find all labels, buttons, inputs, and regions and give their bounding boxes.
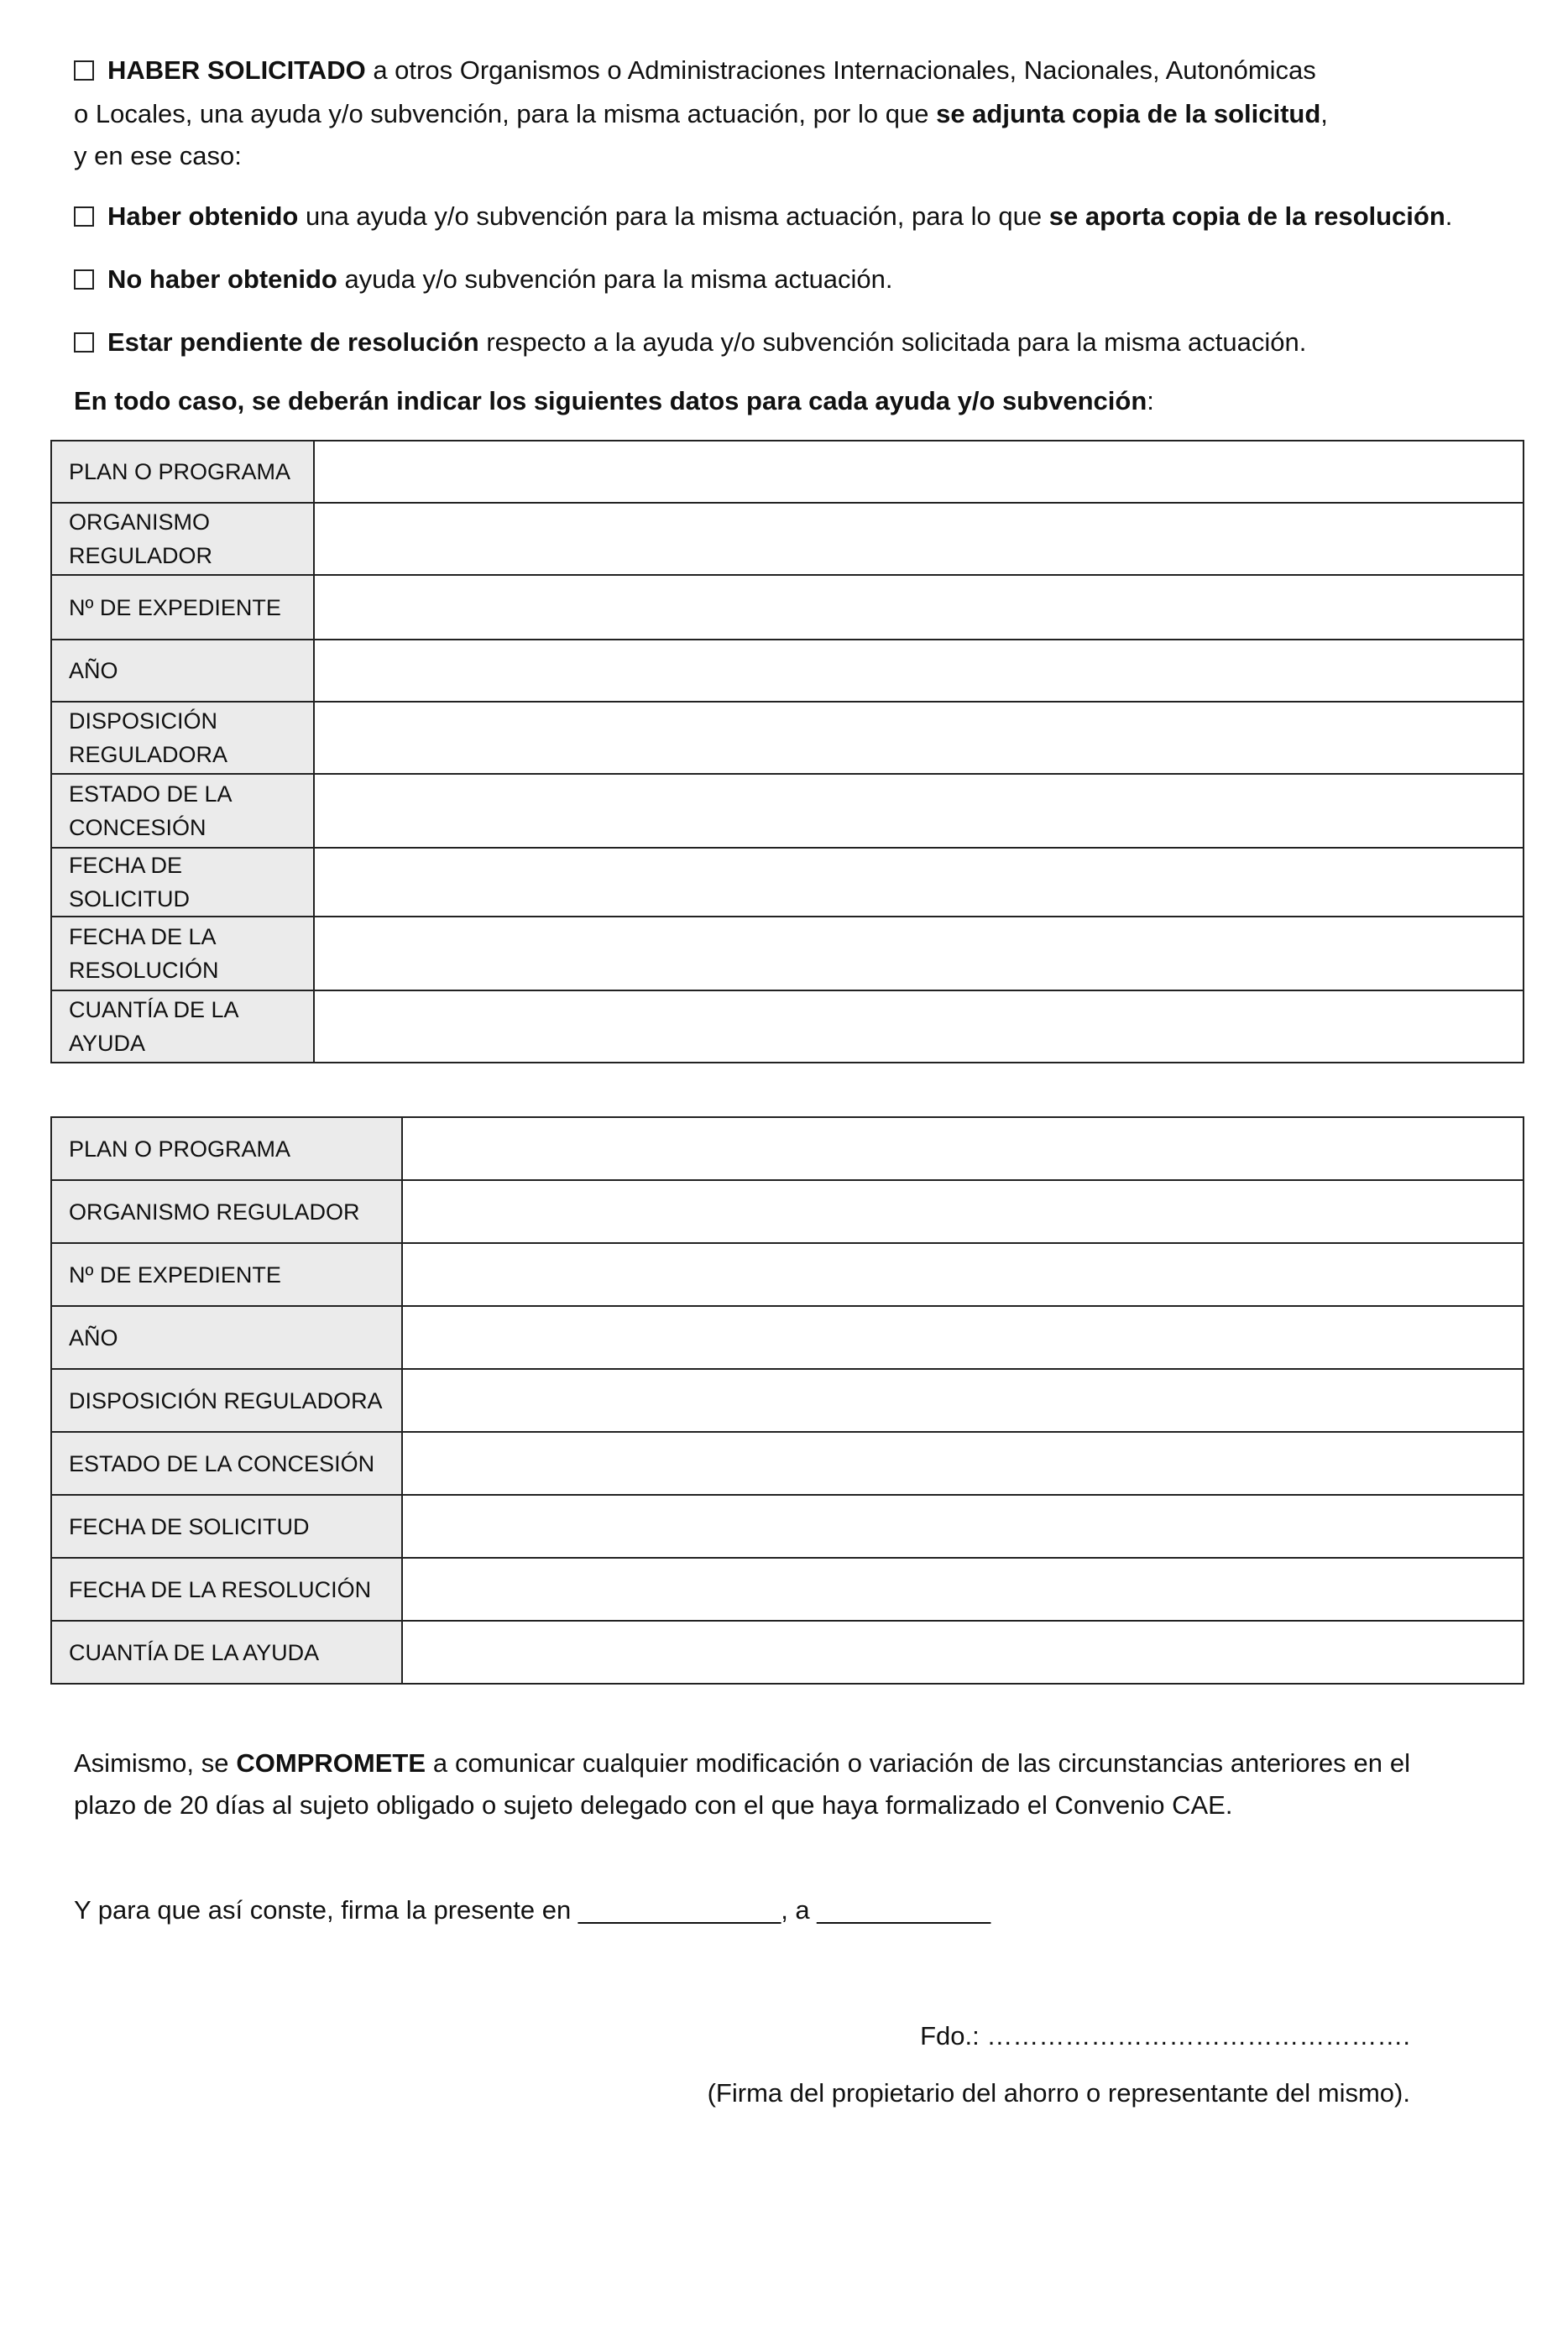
value-field[interactable]: [314, 848, 1524, 917]
table-row: [51, 1369, 1524, 1432]
table-row: [51, 1306, 1524, 1369]
checkbox-pendiente-resolucion[interactable]: [74, 332, 94, 353]
row-label: ORGANISMO REGULADOR: [51, 1180, 402, 1243]
option-haber-obtenido: Haber obtenido una ayuda y/o subvención para la misma actuación, para lo que se aporta copia de la resolución.: [74, 195, 1452, 238]
value-field[interactable]: [402, 1243, 1524, 1306]
value-field[interactable]: [314, 575, 1524, 640]
value-field[interactable]: [314, 441, 1524, 503]
table-row: [51, 640, 1524, 702]
checkbox-haber-solicitado[interactable]: [74, 60, 94, 81]
option-haber-solicitado: HABER SOLICITADO a otros Organismos o Administraciones Internacionales, Nacionales, Autonómicas: [74, 49, 1316, 92]
value-field[interactable]: [402, 1432, 1524, 1495]
table-row: [51, 503, 1524, 575]
row-label: FECHA DE SOLICITUD: [51, 848, 314, 917]
option-pendiente-resolucion: Estar pendiente de resolución respecto a la ayuda y/o subvención solicitada para la misma actuación.: [74, 321, 1306, 364]
checkbox-haber-obtenido[interactable]: [74, 206, 94, 227]
value-field[interactable]: [402, 1369, 1524, 1432]
table-row: [51, 441, 1524, 503]
table-row: [51, 990, 1524, 1063]
option-main-line2: o Locales, una ayuda y/o subvención, para la misma actuación, por lo que se adjunta copia de la solicitud,: [74, 99, 1328, 128]
row-label: PLAN O PROGRAMA: [51, 441, 314, 503]
row-label: DISPOSICIÓN REGULADORA: [51, 702, 314, 774]
value-field[interactable]: [314, 503, 1524, 575]
value-field[interactable]: [402, 1180, 1524, 1243]
subsidy-table-2: [50, 1116, 1524, 1685]
row-label: CUANTÍA DE LA AYUDA: [51, 990, 314, 1063]
value-field[interactable]: [402, 1306, 1524, 1369]
checkbox-no-haber-obtenido[interactable]: [74, 269, 94, 290]
commitment-paragraph: Asimismo, se COMPROMETE a comunicar cualquier modificación o variación de las circunstancias anteriores en el plazo de 20 días al sujeto obligado o sujeto delegado con el que haya formalizado el Convenio CAE.: [74, 1748, 1410, 1820]
table-row: [51, 702, 1524, 774]
value-field[interactable]: [314, 917, 1524, 990]
value-field[interactable]: [402, 1558, 1524, 1621]
value-field[interactable]: [314, 990, 1524, 1063]
row-label: FECHA DE LA RESOLUCIÓN: [51, 917, 314, 990]
table-row: [51, 1495, 1524, 1558]
value-field[interactable]: [314, 774, 1524, 848]
instruction-text: En todo caso, se deberán indicar los siguientes datos para cada ayuda y/o subvención:: [74, 386, 1154, 415]
value-field[interactable]: [402, 1117, 1524, 1180]
signature-note: (Firma del propietario del ahorro o representante del mismo).: [707, 2078, 1410, 2108]
value-field[interactable]: [314, 640, 1524, 702]
row-label: CUANTÍA DE LA AYUDA: [51, 1621, 402, 1684]
subsidy-table-1: [50, 440, 1524, 1063]
table-row: [51, 575, 1524, 640]
table-row: [51, 1558, 1524, 1621]
row-label: Nº DE EXPEDIENTE: [51, 575, 314, 640]
table-row: [51, 1621, 1524, 1684]
option-main-bold: HABER SOLICITADO: [107, 55, 366, 85]
value-field[interactable]: [402, 1495, 1524, 1558]
table-row: [51, 1243, 1524, 1306]
table-row: [51, 917, 1524, 990]
row-label: FECHA DE LA RESOLUCIÓN: [51, 1558, 402, 1621]
row-label: Nº DE EXPEDIENTE: [51, 1243, 402, 1306]
table-row: [51, 848, 1524, 917]
option-main-line3: y en ese caso:: [74, 141, 242, 170]
row-label: ESTADO DE LA CONCESIÓN: [51, 774, 314, 848]
sign-place-date-line[interactable]: Y para que así conste, firma la presente en ______________, a ____________: [74, 1895, 991, 1925]
row-label: AÑO: [51, 1306, 402, 1369]
row-label: PLAN O PROGRAMA: [51, 1117, 402, 1180]
table-row: [51, 1180, 1524, 1243]
table-row: [51, 1432, 1524, 1495]
row-label: AÑO: [51, 640, 314, 702]
table-row: [51, 1117, 1524, 1180]
option-no-haber-obtenido: No haber obtenido ayuda y/o subvención para la misma actuación.: [74, 258, 893, 301]
table-row: [51, 774, 1524, 848]
row-label: FECHA DE SOLICITUD: [51, 1495, 402, 1558]
signature-field[interactable]: Fdo.: ………………………………………….: [920, 2021, 1410, 2051]
value-field[interactable]: [314, 702, 1524, 774]
row-label: ESTADO DE LA CONCESIÓN: [51, 1432, 402, 1495]
row-label: DISPOSICIÓN REGULADORA: [51, 1369, 402, 1432]
value-field[interactable]: [402, 1621, 1524, 1684]
row-label: ORGANISMO REGULADOR: [51, 503, 314, 575]
